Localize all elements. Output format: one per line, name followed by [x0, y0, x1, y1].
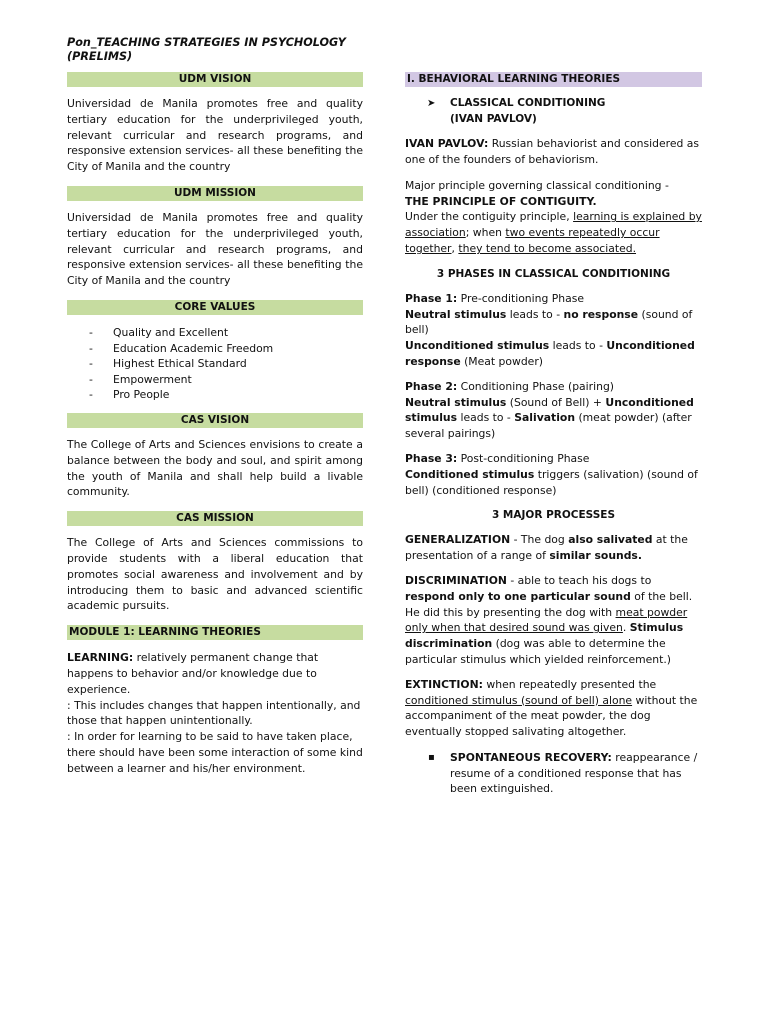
title-line-2: (PRELIMS): [67, 50, 133, 63]
core-values-heading: CORE VALUES: [67, 300, 363, 315]
cas-vision-text: The College of Arts and Sciences envisions to create a balance between the body and soul, and spirit among the youth of Manila and shall help build a livable community.: [67, 437, 363, 499]
text-span: - The dog: [510, 533, 569, 547]
core-values-list: [67, 325, 363, 403]
list-item: - Empowerment: [67, 372, 363, 388]
udm-mission-text: Universidad de Manila promotes free and quality tertiary education for the underprivileged youth, relevant curricular and research programs, and responsive extension services- all these benefiting the City of Manila and the country: [67, 210, 363, 288]
phase-label: Phase 2:: [405, 379, 458, 393]
pavlov-text: Russian behaviorist and considered as one of the founders of behaviorism.: [405, 137, 699, 166]
learning-label: LEARNING:: [67, 651, 134, 665]
phase-name: Post-conditioning Phase: [457, 451, 590, 465]
learning-note-1: : This includes changes that happen intentionally, and those that happen unintentionally.: [67, 698, 361, 728]
phase-label: Phase 3:: [405, 451, 458, 465]
generalization-paragraph: [405, 532, 702, 564]
processes-heading: 3 MAJOR PROCESSES: [491, 509, 616, 522]
underlined-text: conditioned stimulus (sound of bell) alone: [405, 693, 633, 707]
term-label: DISCRIMINATION: [405, 573, 507, 587]
cc-title-line-2: (IVAN PAVLOV): [450, 112, 537, 125]
cas-mission-text: The College of Arts and Sciences commissions to provide students with a liberal education that promotes social awareness and involvement and by introducing them to basic and advanced scientific academic pursuits.: [67, 536, 363, 613]
spontaneous-recovery-item: [405, 750, 702, 797]
text-span: leads to -: [457, 411, 515, 425]
left-column: [67, 72, 363, 776]
discrimination-paragraph: [405, 573, 702, 668]
arrow-bullet-icon: ➤: [427, 98, 436, 109]
phase-3-description: [405, 467, 702, 499]
behavioral-theories-heading: I. BEHAVIORAL LEARNING THEORIES: [405, 72, 702, 87]
pavlov-paragraph: [405, 136, 702, 168]
bold-text: Neutral stimulus: [405, 307, 507, 321]
phase-2-title: [405, 379, 702, 395]
bold-text: Unconditioned stimulus: [405, 395, 694, 425]
text-span: (meat powder) (after several pairings): [405, 411, 692, 441]
bold-text: Unconditioned stimulus: [405, 339, 550, 353]
list-item: - Education Academic Freedom: [67, 341, 363, 357]
bold-text: Salivation: [514, 411, 576, 425]
text-span: (Sound of Bell) +: [506, 395, 606, 409]
principle-name: THE PRINCIPLE OF CONTIGUITY.: [405, 194, 597, 208]
text-span: - able to teach his dogs to: [506, 573, 652, 587]
learning-definition: [67, 650, 363, 697]
bold-text: Stimulus discrimination: [405, 621, 684, 651]
phase-1-title: [405, 291, 702, 307]
extinction-paragraph: [405, 677, 702, 740]
text-span: (Meat powder): [460, 354, 543, 368]
list-item: - Highest Ethical Standard: [67, 356, 363, 372]
text-span: ,: [451, 241, 459, 255]
phase-2-description: [405, 395, 702, 442]
term-label: EXTINCTION:: [405, 677, 483, 691]
bold-text: also salivated: [568, 533, 653, 547]
classical-conditioning-title: [405, 96, 702, 127]
underlined-text: learning is explained by association: [405, 210, 702, 240]
bold-text: similar sounds.: [549, 549, 642, 563]
phase-1-line-1: [405, 307, 702, 339]
text-span: ; when: [465, 226, 506, 240]
text-span: when repeatedly presented the: [482, 677, 657, 691]
text-span: at the presentation of a range of: [405, 533, 688, 563]
learning-note-2: : In order for learning to be said to have taken place, there should have been some interaction of some kind between a learner and his/her environment.: [67, 730, 363, 775]
pavlov-label: IVAN PAVLOV:: [405, 137, 489, 151]
udm-mission-heading: UDM MISSION: [67, 186, 363, 201]
term-label: GENERALIZATION: [405, 533, 511, 547]
underlined-text: meat powder only when that desired sound was given: [405, 605, 688, 635]
phase-label: Phase 1:: [405, 291, 458, 305]
text-span: (sound of bell): [405, 307, 693, 337]
module-1-heading: MODULE 1: LEARNING THEORIES: [67, 625, 363, 640]
bold-text: Conditioned stimulus: [405, 467, 535, 481]
bold-text: Neutral stimulus: [405, 395, 507, 409]
text-span: reappearance / resume of a conditioned response that has been extinguished.: [450, 750, 698, 796]
contiguity-paragraph: [405, 209, 702, 256]
learning-text: relatively permanent change that happens to behavior and/or knowledge due to experience.: [67, 651, 319, 696]
principle-intro: Major principle governing classical conditioning -: [405, 178, 669, 192]
phase-name: Conditioning Phase (pairing): [457, 379, 615, 393]
text-span: without the accompaniment of the meat powder, the dog eventually stopped salivating altogether.: [405, 693, 698, 739]
text-span: of the bell. He did this by presenting the dog with: [405, 589, 693, 619]
square-bullet-icon: ▪: [428, 751, 435, 763]
phases-heading: 3 PHASES IN CLASSICAL CONDITIONING: [436, 267, 671, 280]
underlined-text: they tend to become associated.: [458, 241, 637, 255]
text-span: leads to -: [506, 307, 564, 321]
term-label: SPONTANEOUS RECOVERY:: [450, 750, 612, 764]
bold-text: respond only to one particular sound: [405, 589, 631, 603]
udm-vision-heading: UDM VISION: [67, 72, 363, 87]
bold-text: Unconditioned response: [405, 339, 695, 368]
text-span: .: [622, 621, 630, 635]
document-title: [67, 36, 367, 64]
phase-3-title: [405, 451, 702, 467]
right-column: [405, 72, 702, 797]
cc-title-line-1: CLASSICAL CONDITIONING: [450, 97, 606, 109]
list-item: - Pro People: [67, 387, 363, 403]
text-span: leads to -: [549, 339, 607, 353]
phase-name: Pre-conditioning Phase: [457, 291, 585, 305]
cas-vision-heading: CAS VISION: [67, 413, 363, 428]
text-span: triggers (salivation) (sound of bell) (conditioned response): [405, 467, 698, 497]
list-item: - Quality and Excellent: [67, 325, 363, 341]
phase-1-line-2: [405, 338, 702, 370]
title-line-1: Pon_TEACHING STRATEGIES IN PSYCHOLOGY: [67, 36, 346, 49]
bold-text: no response: [563, 307, 639, 321]
text-span: (dog was able to determine the particular stimulus which yielded reinforcement.): [405, 637, 671, 666]
underlined-text: two events repeatedly occur together: [405, 226, 660, 255]
cas-mission-heading: CAS MISSION: [67, 511, 363, 526]
udm-vision-text: Universidad de Manila promotes free and quality tertiary education for the underprivileged youth, relevant curricular and research programs, and responsive extension services- all these benefiting the City of Manila and the country: [67, 97, 363, 174]
text-span: Under the contiguity principle,: [405, 210, 574, 224]
